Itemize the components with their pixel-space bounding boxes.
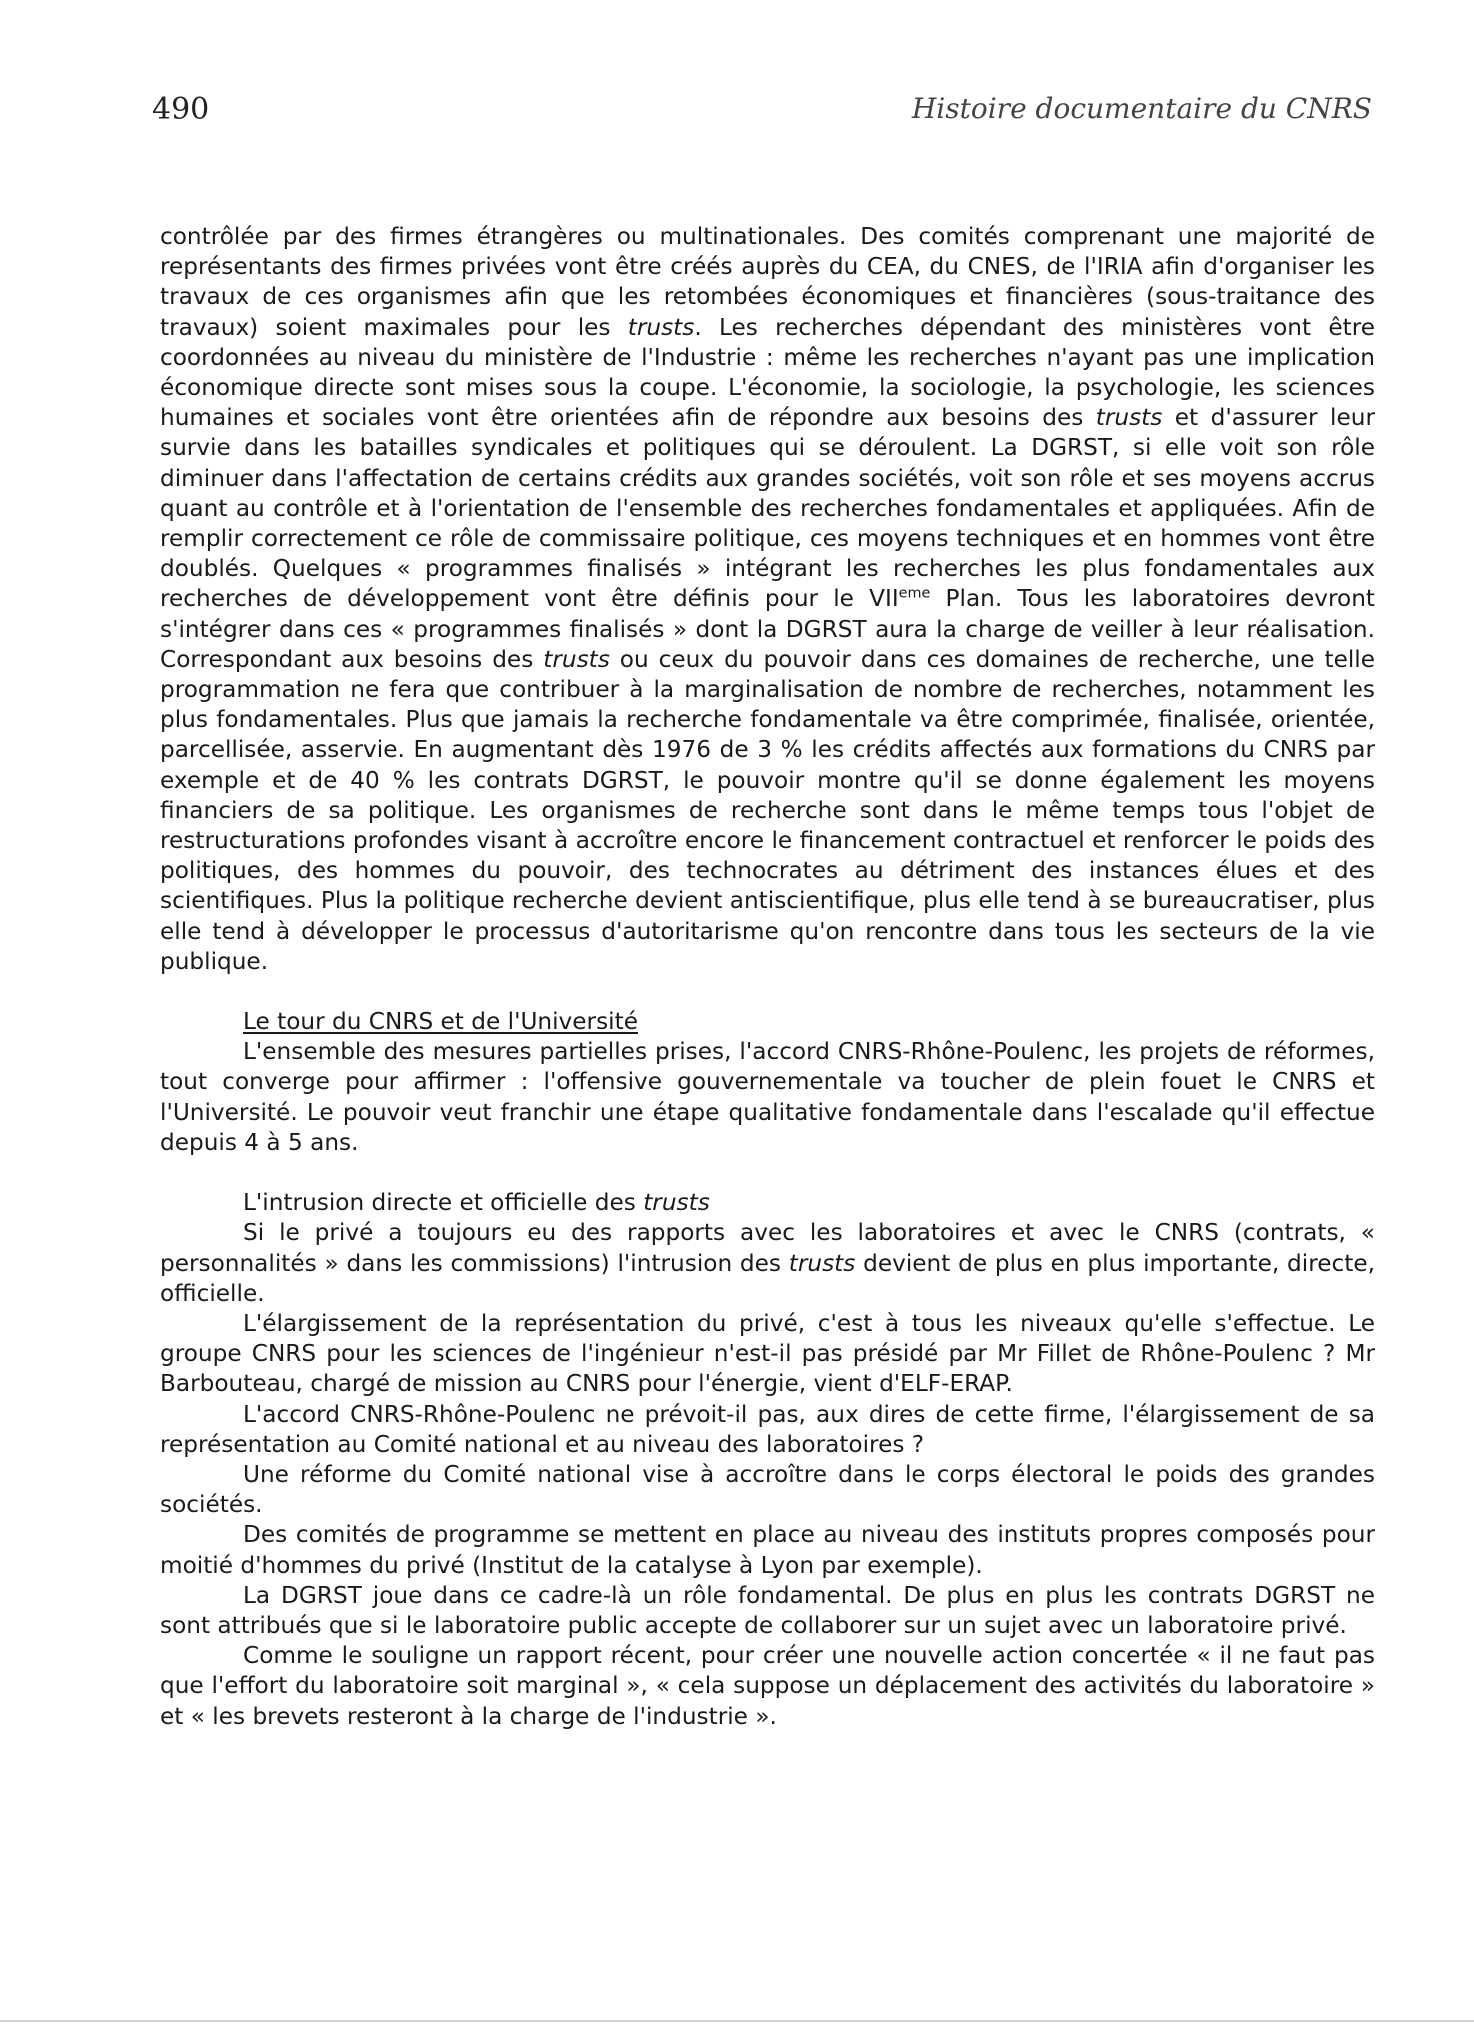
- section-heading-cnrs-universite: [160, 1007, 1375, 1037]
- paragraph: Comme le souligne un rapport récent, pour créer une nouvelle action concertée « il ne faut pas que l'effort du laboratoire soit marginal », « cela suppose un déplacement des activités du laboratoire » et « les brevets resteront à la charge de l'industrie ».: [160, 1642, 1375, 1730]
- page-number: 490: [152, 92, 210, 127]
- paragraph: La DGRST joue dans ce cadre-là un rôle fondamental. De plus en plus les contrats DGRST ne sont attribués que si le laboratoire public accepte de collaborer sur un sujet avec un laboratoire privé.: [160, 1581, 1375, 1639]
- spacer: [160, 977, 1375, 1007]
- body-text: [160, 222, 1375, 1732]
- paragraph: L'accord CNRS-Rhône-Poulenc ne prévoit-il pas, aux dires de cette firme, l'élargissement de sa représentation au Comité national et au niveau des laboratoires ?: [160, 1400, 1375, 1458]
- text-run: . Les recherches dépendant des ministères vont être coordonnées au niveau du ministère de l'Industrie : même les recherches n'ayant pas une implication économique directe sont mises sous la coupe. L'économie, la sociologie, la psychologie, les sciences humaines et sociales vont être orientées afin de répondre aux besoins des: [160, 313, 1375, 432]
- paragraph: Une réforme du Comité national vise à accroître dans le corps électoral le poids des grandes sociétés.: [160, 1460, 1375, 1519]
- paragraph: Des comités de programme se mettent en place au niveau des instituts propres composés pour moitié d'hommes du privé (Institut de la catalyse à Lyon par exemple).: [160, 1521, 1375, 1579]
- text-run: contrôlée par des firmes étrangères ou multinationales. Des comités comprenant une majorité de représentants des firmes privées vont être créés auprès du CEA, du CNES, de l'IRIA afin d'organiser les travaux de ces organismes afin que les retombées économiques et financières (sous-traitance des travaux) soient maximales pour les: [160, 223, 1375, 341]
- text-run: et d'assurer leur survie dans les batailles syndicales et politiques qui se déroulent. La DGRST, si elle voit son rôle diminuer dans l'affectation de certains crédits aux grandes sociétés, voit son rôle et ses moyens accrus quant au contrôle et à l'orientation de l'ensemble des recherches fondamentales et appliquées. Afin de remplir correctement ce rôle de commissaire politique, ces moyens techniques et en hommes vont être doublés. Quelques « programmes finalisés » intégrant les recherches les plus fondamentales aux recherches de développement vont être définis pour le VII: [160, 404, 1375, 613]
- emphasis-trusts: trusts: [1095, 404, 1163, 432]
- running-title: Histoire documentaire du CNRS: [911, 92, 1372, 125]
- scan-edge-line: [0, 2020, 1474, 2022]
- spacer: [160, 1158, 1375, 1188]
- text-run: Plan. Tous les laboratoires devront s'intégrer dans ces « programmes finalisés » dont la DGRST aura la charge de veiller à leur réalisation. Correspondant aux besoins des: [160, 585, 1375, 673]
- paragraph: [160, 1218, 1375, 1309]
- text-run: devient de plus en plus importante, directe, officielle.: [160, 1249, 1375, 1307]
- emphasis-trusts: trusts: [543, 645, 610, 673]
- text-run: ou ceux du pouvoir dans ces domaines de recherche, une telle programmation ne fera que contribuer à la marginalisation de nombre de recherches, notamment les plus fondamentales. Plus que jamais la recherche fondamentale va être comprimée, finalisée, orientée, parcellisée, asservie. En augmentant dès 1976 de 3 % les crédits affectés aux formations du CNRS par exemple et de 40 % les contrats DGRST, le pouvoir montre qu'il se donne également les moyens financiers de sa politique. Les organismes de recherche sont dans le même temps tous l'objet de restructurations profondes visant à accroître encore le financement contractuel et renforcer le poids des politiques, des hommes du pouvoir, des technocrates au détriment des instances élues et des scientifiques. Plus la politique recherche devient antiscientifique, plus elle tend à se bureaucratiser, plus elle tend à développer le processus d'autoritarisme qu'on rencontre dans tous les secteurs de la vie publique.: [160, 645, 1375, 975]
- emphasis-trusts: trusts: [788, 1249, 856, 1277]
- paragraph: L'élargissement de la représentation du privé, c'est à tous les niveaux qu'elle s'effectue. Le groupe CNRS pour les sciences de l'ingénieur n'est-il pas présidé par Mr Fillet de Rhône-Poulenc ? Mr Barbouteau, chargé de mission au CNRS pour l'énergie, vient d'ELF-ERAP.: [160, 1309, 1375, 1398]
- paragraph: L'ensemble des mesures partielles prises, l'accord CNRS-Rhône-Poulenc, les projets de réformes, tout converge pour affirmer : l'offensive gouvernementale va toucher de plein fouet le CNRS et l'Université. Le pouvoir veut franchir une étape qualitative fondamentale dans l'escalade qu'il effectue depuis 4 à 5 ans.: [160, 1038, 1375, 1156]
- section-heading-intrusion: [160, 1188, 1375, 1218]
- heading-text: Le tour du CNRS et de l'Université: [243, 1008, 638, 1036]
- emphasis-trusts: trusts: [627, 313, 695, 341]
- paragraph-intro: [160, 222, 1375, 977]
- text-run: Si le privé a toujours eu des rapports avec les laboratoires et avec le CNRS (contrats, « personnalités » dans les commissions) l'intrusion des: [160, 1219, 1375, 1277]
- superscript-eme: eme: [898, 585, 931, 602]
- heading-text: L'intrusion directe et officielle des: [243, 1189, 644, 1217]
- emphasis-trusts: trusts: [643, 1189, 710, 1217]
